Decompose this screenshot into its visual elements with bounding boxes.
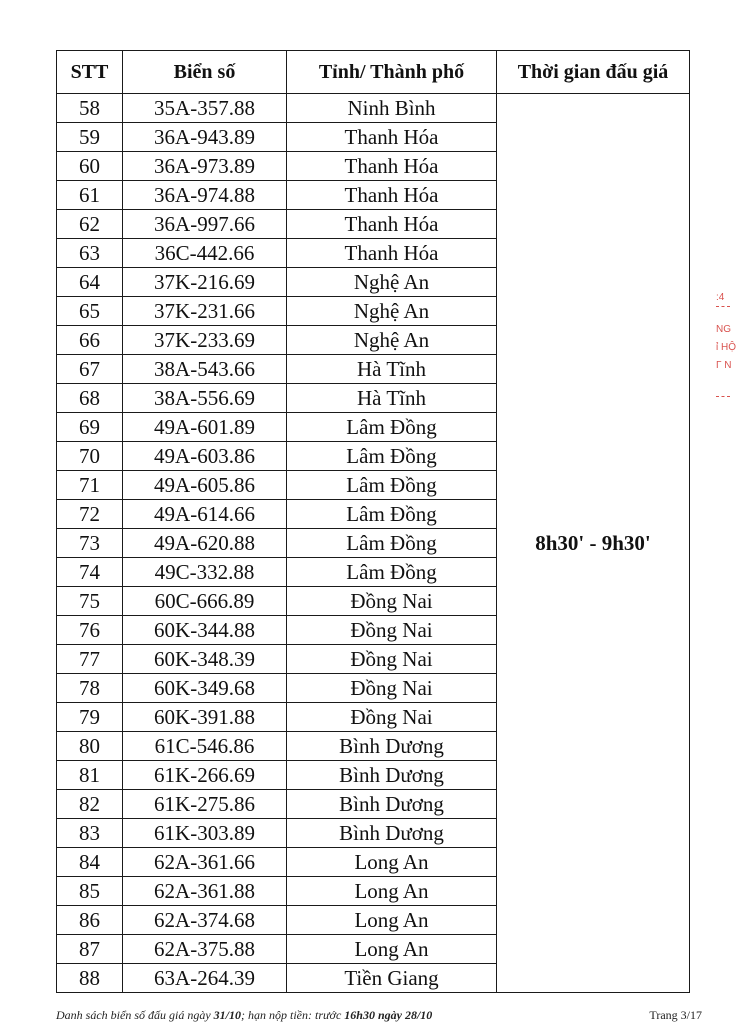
cell-stt: 85	[57, 877, 123, 906]
cell-stt: 79	[57, 703, 123, 732]
cell-plate-number: 37K-231.66	[123, 297, 287, 326]
cell-plate-number: 38A-543.66	[123, 355, 287, 384]
stamp-text-3: ỉ HỘ	[716, 342, 736, 353]
cell-stt: 73	[57, 529, 123, 558]
cell-plate-number: 36A-943.89	[123, 123, 287, 152]
cell-stt: 74	[57, 558, 123, 587]
cell-stt: 76	[57, 616, 123, 645]
cell-stt: 58	[57, 94, 123, 123]
cell-province: Thanh Hóa	[287, 152, 497, 181]
cell-province: Bình Dương	[287, 732, 497, 761]
cell-province: Nghệ An	[287, 268, 497, 297]
cell-stt: 70	[57, 442, 123, 471]
cell-stt: 83	[57, 819, 123, 848]
cell-stt: 68	[57, 384, 123, 413]
cell-province: Lâm Đồng	[287, 529, 497, 558]
cell-plate-number: 62A-361.66	[123, 848, 287, 877]
header-auction-time: Thời gian đấu giá	[497, 51, 690, 94]
cell-province: Lâm Đồng	[287, 500, 497, 529]
license-plate-auction-table	[56, 50, 690, 993]
cell-province: Lâm Đồng	[287, 413, 497, 442]
cell-province: Long An	[287, 935, 497, 964]
cell-stt: 64	[57, 268, 123, 297]
stamp-text-4: Γ N	[716, 360, 732, 371]
table-header-row	[57, 51, 690, 94]
cell-province: Thanh Hóa	[287, 123, 497, 152]
header-plate-number: Biển số	[123, 51, 287, 94]
cell-plate-number: 36A-997.66	[123, 210, 287, 239]
stamp-line	[716, 306, 730, 307]
cell-province: Thanh Hóa	[287, 239, 497, 268]
footer-note	[56, 1008, 432, 1023]
cell-plate-number: 49A-620.88	[123, 529, 287, 558]
cell-plate-number: 60C-666.89	[123, 587, 287, 616]
red-stamp-fragment	[714, 288, 736, 418]
footer-deadline-date: 28/10	[404, 1008, 433, 1022]
cell-plate-number: 60K-349.68	[123, 674, 287, 703]
cell-province: Hà Tĩnh	[287, 384, 497, 413]
cell-province: Long An	[287, 906, 497, 935]
cell-auction-time: 8h30' - 9h30'	[497, 94, 690, 993]
cell-province: Long An	[287, 848, 497, 877]
cell-province: Đồng Nai	[287, 587, 497, 616]
page-number: Trang 3/17	[649, 1008, 702, 1022]
cell-stt: 75	[57, 587, 123, 616]
cell-province: Đồng Nai	[287, 703, 497, 732]
cell-plate-number: 61K-275.86	[123, 790, 287, 819]
cell-plate-number: 38A-556.69	[123, 384, 287, 413]
cell-stt: 82	[57, 790, 123, 819]
cell-province: Đồng Nai	[287, 674, 497, 703]
cell-plate-number: 60K-391.88	[123, 703, 287, 732]
cell-province: Bình Dương	[287, 790, 497, 819]
footer-middle: ; hạn nộp tiền: trước	[241, 1008, 345, 1022]
cell-province: Đồng Nai	[287, 616, 497, 645]
cell-province: Đồng Nai	[287, 645, 497, 674]
table-row	[57, 94, 690, 123]
cell-stt: 69	[57, 413, 123, 442]
cell-province: Tiền Giang	[287, 964, 497, 993]
cell-province: Nghệ An	[287, 326, 497, 355]
cell-plate-number: 62A-361.88	[123, 877, 287, 906]
cell-province: Long An	[287, 877, 497, 906]
cell-plate-number: 35A-357.88	[123, 94, 287, 123]
cell-stt: 78	[57, 674, 123, 703]
footer-deadline-time: 16h30	[344, 1008, 375, 1022]
cell-plate-number: 49A-605.86	[123, 471, 287, 500]
cell-plate-number: 49A-601.89	[123, 413, 287, 442]
stamp-text-1: :4	[716, 292, 725, 303]
cell-plate-number: 37K-233.69	[123, 326, 287, 355]
cell-plate-number: 36C-442.66	[123, 239, 287, 268]
cell-province: Hà Tĩnh	[287, 355, 497, 384]
cell-province: Thanh Hóa	[287, 210, 497, 239]
cell-province: Bình Dương	[287, 761, 497, 790]
cell-plate-number: 61C-546.86	[123, 732, 287, 761]
cell-province: Lâm Đồng	[287, 471, 497, 500]
cell-plate-number: 36A-974.88	[123, 181, 287, 210]
cell-plate-number: 62A-375.88	[123, 935, 287, 964]
cell-province: Ninh Bình	[287, 94, 497, 123]
cell-stt: 72	[57, 500, 123, 529]
cell-plate-number: 62A-374.68	[123, 906, 287, 935]
cell-plate-number: 49A-603.86	[123, 442, 287, 471]
cell-plate-number: 37K-216.69	[123, 268, 287, 297]
cell-stt: 81	[57, 761, 123, 790]
cell-stt: 61	[57, 181, 123, 210]
header-province: Tỉnh/ Thành phố	[287, 51, 497, 94]
stamp-text-2: NG	[716, 324, 731, 335]
cell-stt: 66	[57, 326, 123, 355]
cell-stt: 88	[57, 964, 123, 993]
cell-province: Nghệ An	[287, 297, 497, 326]
cell-stt: 60	[57, 152, 123, 181]
cell-plate-number: 60K-348.39	[123, 645, 287, 674]
cell-stt: 84	[57, 848, 123, 877]
cell-plate-number: 61K-303.89	[123, 819, 287, 848]
cell-stt: 77	[57, 645, 123, 674]
cell-province: Lâm Đồng	[287, 558, 497, 587]
cell-stt: 67	[57, 355, 123, 384]
cell-stt: 87	[57, 935, 123, 964]
cell-plate-number: 49A-614.66	[123, 500, 287, 529]
cell-plate-number: 61K-266.69	[123, 761, 287, 790]
stamp-line	[716, 396, 730, 397]
header-stt: STT	[57, 51, 123, 94]
footer-prefix: Danh sách biển số đấu giá ngày	[56, 1008, 214, 1022]
cell-plate-number: 60K-344.88	[123, 616, 287, 645]
cell-province: Lâm Đồng	[287, 442, 497, 471]
cell-stt: 65	[57, 297, 123, 326]
cell-province: Thanh Hóa	[287, 181, 497, 210]
footer-deadline-day-prefix: ngày	[374, 1008, 405, 1022]
cell-stt: 59	[57, 123, 123, 152]
cell-stt: 63	[57, 239, 123, 268]
table-body	[57, 94, 690, 993]
footer-auction-date: 31/10	[213, 1008, 241, 1022]
cell-plate-number: 36A-973.89	[123, 152, 287, 181]
cell-plate-number: 49C-332.88	[123, 558, 287, 587]
cell-stt: 62	[57, 210, 123, 239]
cell-stt: 80	[57, 732, 123, 761]
cell-plate-number: 63A-264.39	[123, 964, 287, 993]
cell-province: Bình Dương	[287, 819, 497, 848]
cell-stt: 86	[57, 906, 123, 935]
cell-stt: 71	[57, 471, 123, 500]
